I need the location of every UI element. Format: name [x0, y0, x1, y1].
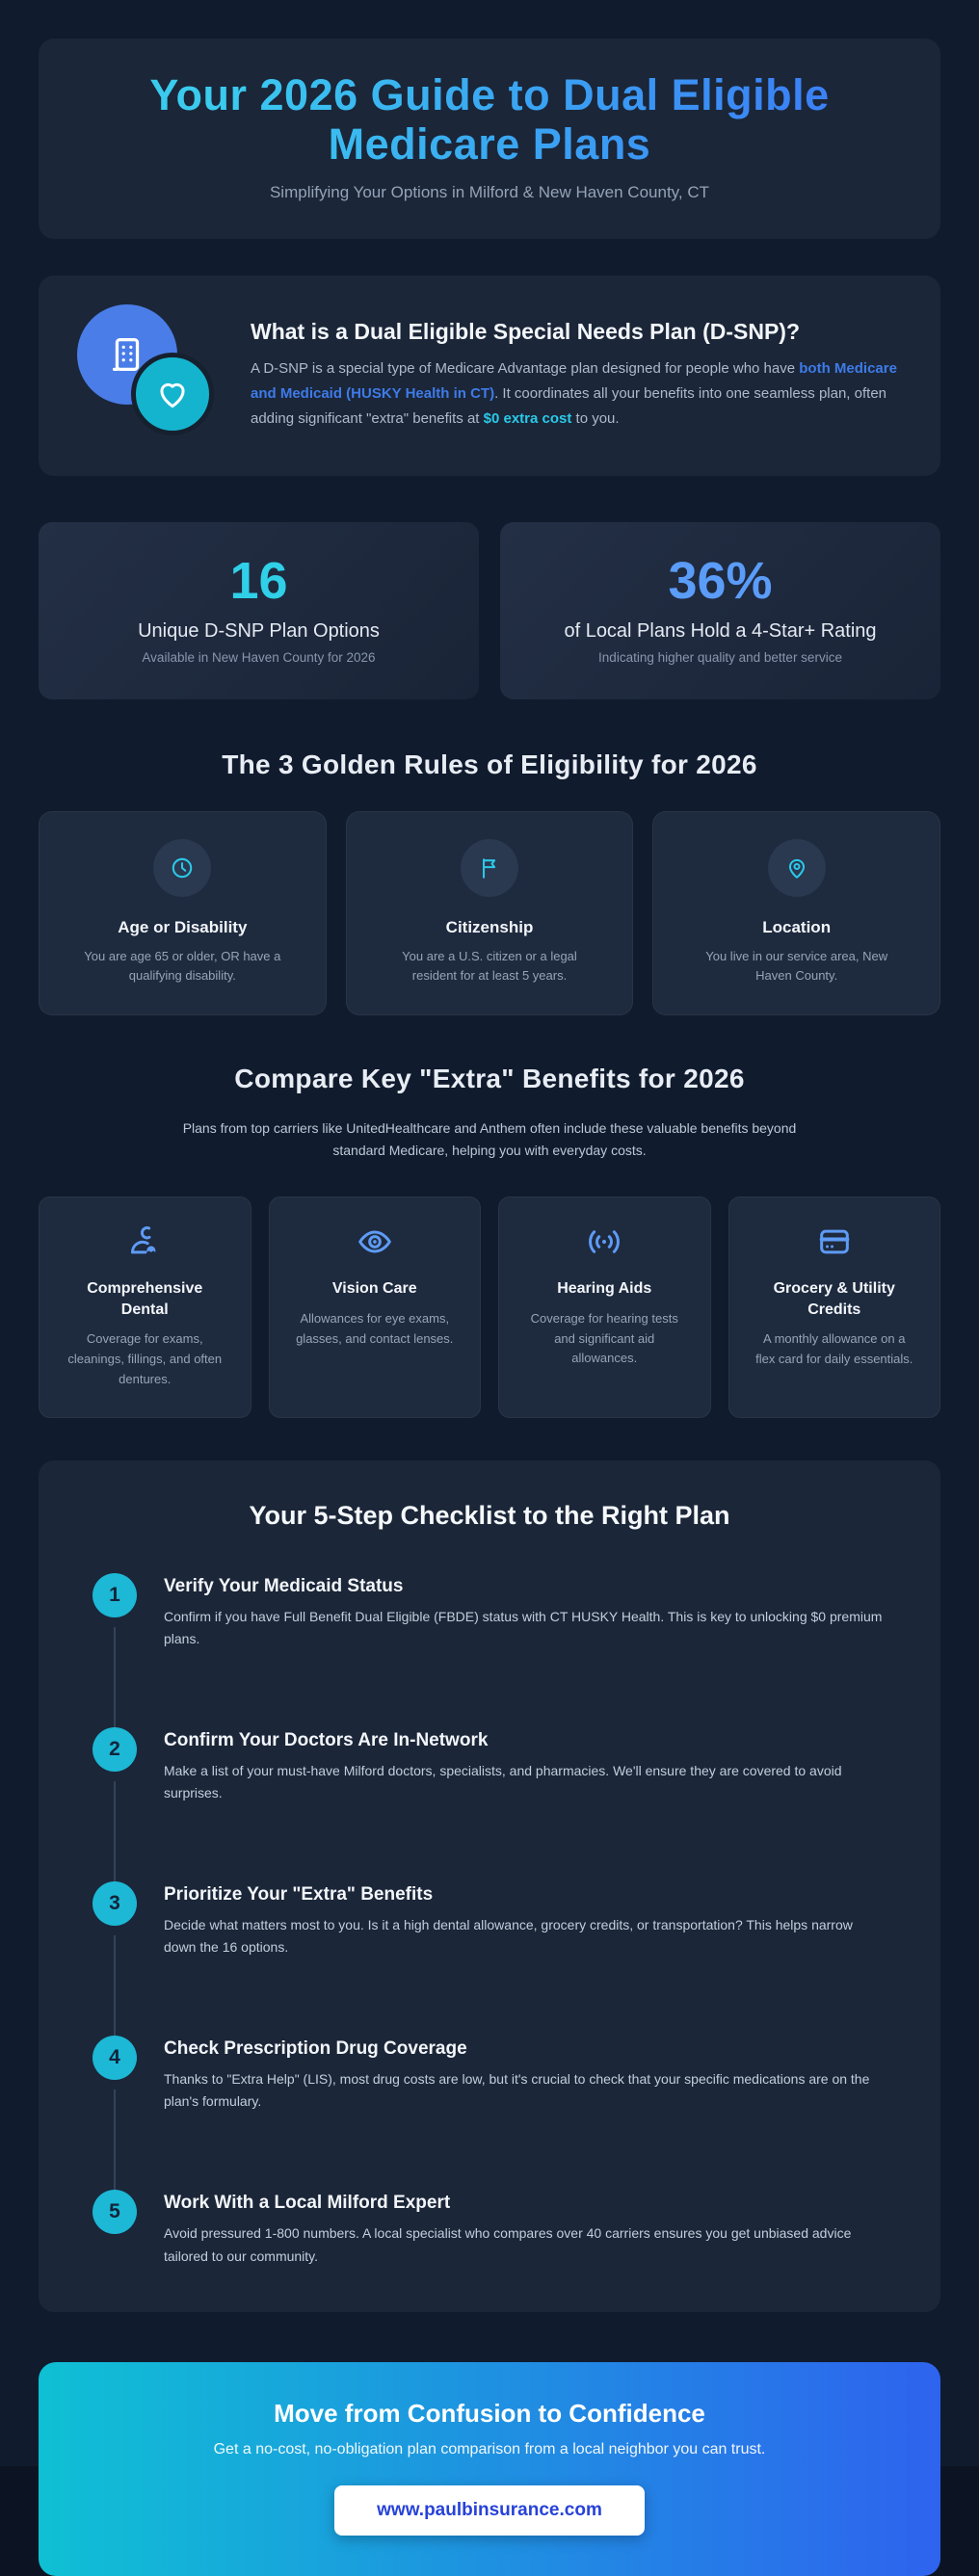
rules-heading: The 3 Golden Rules of Eligibility for 2026	[222, 749, 757, 779]
benefit-body: Coverage for exams, cleanings, fillings, and often dentures.	[67, 1331, 223, 1386]
step-rail	[93, 2036, 137, 2190]
dsnp-body-part1: A D-SNP is a special type of Medicare Advantage plan designed for people who have	[251, 360, 800, 378]
stat-subtext: Indicating higher quality and better service	[598, 649, 842, 665]
step-text: Avoid pressured 1-800 numbers. A local specialist who compares over 40 carriers ensures you get unbiased advice tailored to our community.	[164, 2225, 852, 2264]
benefit-title: Grocery & Utility Credits	[773, 1280, 895, 1318]
rule-body: You are age 65 or older, OR have a qualifying disability.	[84, 948, 281, 983]
header-card	[39, 39, 940, 239]
rules-row	[39, 811, 940, 1015]
dsnp-heading: What is a Dual Eligible Special Needs Plan (D-SNP)?	[251, 318, 801, 344]
stat-value: 16	[229, 551, 288, 610]
checklist-step-5	[93, 2190, 886, 2292]
location-pin-icon	[768, 839, 826, 897]
benefit-card-vision	[269, 1196, 482, 1418]
benefits-heading: Compare Key "Extra" Benefits for 2026	[234, 1063, 745, 1093]
benefit-body: Coverage for hearing tests and significant aid allowances.	[530, 1310, 678, 1366]
step-content	[164, 2036, 886, 2190]
step-content	[164, 1573, 886, 1727]
rule-title: Citizenship	[445, 917, 534, 936]
clock-icon	[153, 839, 211, 897]
benefit-body: A monthly allowance on a flex card for daily essentials.	[755, 1331, 913, 1367]
step-rail	[93, 1573, 137, 1727]
cta-card	[39, 2362, 940, 2576]
checklist-steps	[93, 1573, 886, 2293]
step-rail	[93, 1727, 137, 1881]
credit-card-icon	[743, 1222, 927, 1261]
benefit-title: Hearing Aids	[557, 1280, 652, 1298]
website-link-button[interactable]: www.paulbinsurance.com	[334, 2485, 645, 2536]
extra-benefits-section	[39, 1064, 940, 1418]
rule-card-age	[39, 811, 327, 1015]
dsnp-intro-text	[251, 318, 900, 432]
step-title: Verify Your Medicaid Status	[164, 1575, 404, 1596]
stats-row	[39, 522, 940, 699]
eligibility-rules-section	[39, 749, 940, 1015]
step-connector-line	[114, 1627, 116, 1727]
dsnp-body	[251, 356, 900, 431]
step-number-badge: 1	[93, 1573, 137, 1617]
rule-body: You live in our service area, New Haven County.	[705, 948, 888, 983]
checklist-step-4	[93, 2036, 886, 2190]
step-title: Confirm Your Doctors Are In-Network	[164, 1729, 489, 1750]
benefit-card-dental	[39, 1196, 251, 1418]
benefit-body: Allowances for eye exams, glasses, and contact lenses.	[296, 1310, 454, 1346]
eye-icon	[283, 1222, 467, 1261]
benefit-card-grocery	[728, 1196, 941, 1418]
step-content	[164, 1727, 886, 1881]
checklist-step-2	[93, 1727, 886, 1881]
step-title: Prioritize Your "Extra" Benefits	[164, 1884, 434, 1906]
stat-card-star-rating	[500, 522, 940, 699]
hearing-icon	[513, 1222, 697, 1261]
checklist-card	[39, 1460, 940, 2312]
dental-icon	[53, 1222, 237, 1261]
checklist-heading: Your 5-Step Checklist to the Right Plan	[249, 1500, 730, 1530]
heart-icon	[131, 353, 214, 435]
step-title: Check Prescription Drug Coverage	[164, 2038, 467, 2060]
dsnp-icon-cluster	[71, 302, 216, 447]
benefits-subtext: Plans from top carriers like UnitedHealthcare and Anthem often include these valuable benefits beyond standard Medicare, helping you with everyday costs.	[182, 1119, 797, 1159]
rule-title: Location	[762, 917, 832, 936]
dsnp-body-part2: . It coordinates all your benefits into one seamless plan, often adding significant "extra" benefits at	[251, 385, 886, 428]
rule-title: Age or Disability	[118, 917, 248, 936]
dsnp-body-cost-highlight: $0 extra cost	[483, 410, 572, 428]
benefit-card-hearing	[498, 1196, 711, 1418]
step-number-badge: 3	[93, 1881, 137, 1926]
step-title: Work With a Local Milford Expert	[164, 2193, 451, 2214]
benefit-title: Vision Care	[331, 1280, 417, 1298]
step-connector-line	[114, 1781, 116, 1881]
stat-label: Unique D-SNP Plan Options	[138, 619, 380, 642]
step-text: Make a list of your must-have Milford doctors, specialists, and pharmacies. We'll ensure they are covered to avoid surprises.	[164, 1762, 842, 1801]
page-subtitle: Simplifying Your Options in Milford & New Haven County, CT	[269, 182, 710, 201]
step-text: Confirm if you have Full Benefit Dual Eligible (FBDE) status with CT HUSKY Health. This is key to unlocking $0 premium plans.	[164, 1608, 883, 1646]
step-content	[164, 2190, 886, 2292]
rule-card-location	[652, 811, 940, 1015]
dsnp-body-part3: to you.	[571, 410, 620, 428]
cta-heading: Move from Confusion to Confidence	[274, 2398, 705, 2428]
step-text: Thanks to "Extra Help" (LIS), most drug costs are low, but it's crucial to check that your specific medications are on the plan's formulary.	[164, 2071, 870, 2110]
stat-label: of Local Plans Hold a 4-Star+ Rating	[564, 619, 877, 642]
flag-icon	[461, 839, 518, 897]
stat-value: 36%	[668, 551, 773, 610]
stat-subtext: Available in New Haven County for 2026	[142, 649, 376, 665]
step-rail	[93, 2190, 137, 2292]
benefit-title: Comprehensive Dental	[87, 1280, 203, 1318]
rule-body: You are a U.S. citizen or a legal resident for at least 5 years.	[402, 948, 577, 983]
benefits-row	[39, 1196, 940, 1418]
step-number-badge: 2	[93, 1727, 137, 1772]
dsnp-body-medicaid-highlight: both Medicare and Medicaid (HUSKY Health in CT)	[251, 360, 897, 403]
step-number-badge: 4	[93, 2036, 137, 2080]
step-rail	[93, 1881, 137, 2036]
step-text: Decide what matters most to you. Is it a high dental allowance, grocery credits, or transportation? This helps narrow down the 16 options.	[164, 1917, 853, 1956]
page-title: Your 2026 Guide to Dual Eligible Medicare Plans	[143, 71, 836, 170]
checklist-step-1	[93, 1573, 886, 1727]
checklist-step-3	[93, 1881, 886, 2036]
step-content	[164, 1881, 886, 2036]
cta-subtext: Get a no-cost, no-obligation plan comparison from a local neighbor you can trust.	[213, 2440, 766, 2458]
stat-card-plan-options	[39, 522, 479, 699]
dsnp-intro-card	[39, 276, 940, 476]
step-connector-line	[114, 2090, 116, 2190]
step-connector-line	[114, 1935, 116, 2036]
step-number-badge: 5	[93, 2190, 137, 2234]
rule-card-citizenship	[346, 811, 634, 1015]
